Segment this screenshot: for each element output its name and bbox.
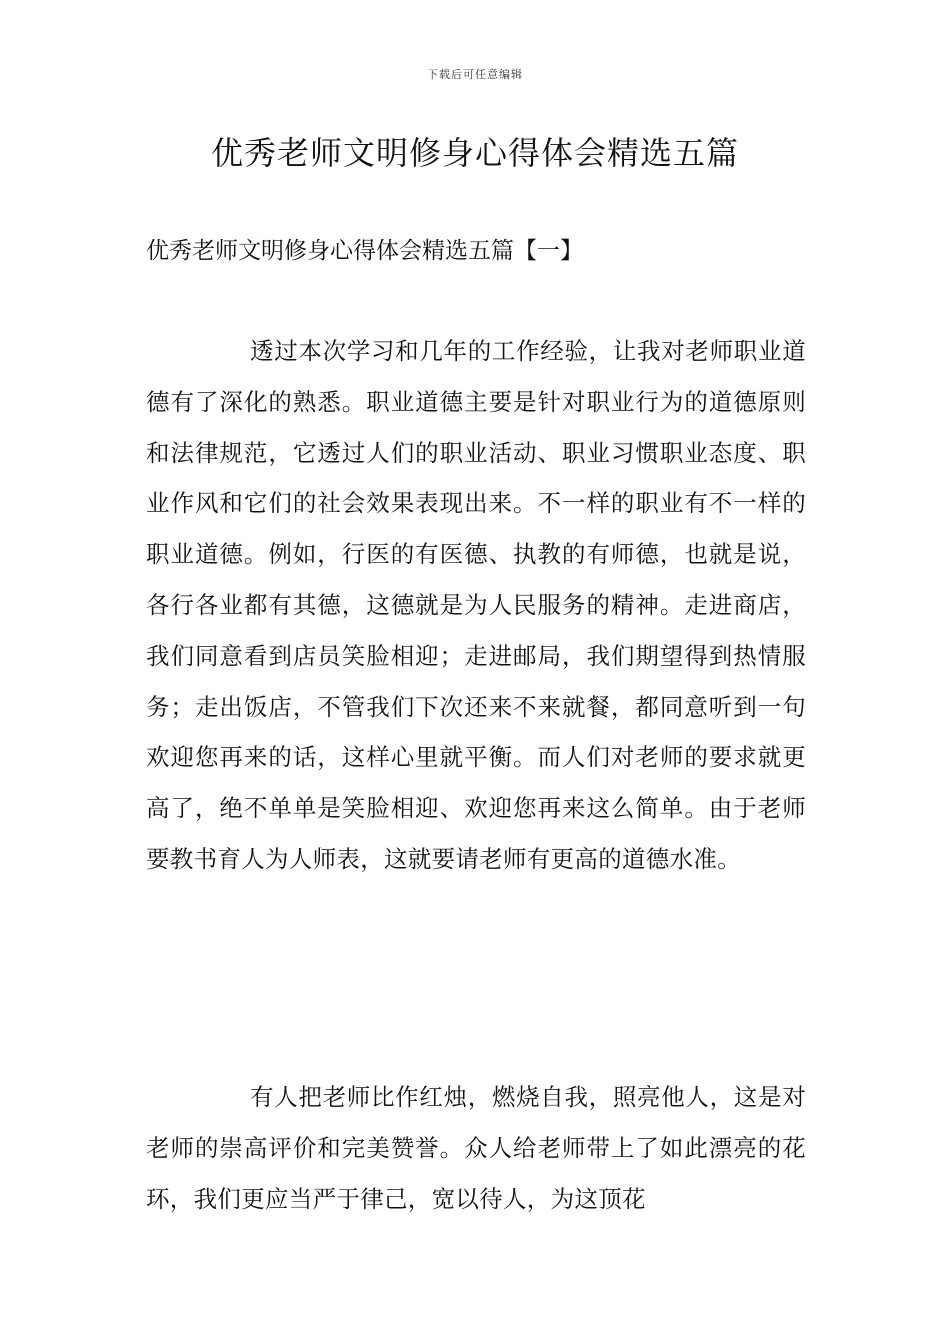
body-paragraph-2: 有人把老师比作红烛，燃烧自我，照亮他人，这是对老师的崇高评价和完美赞誉。众人给老师带上了如此漂亮的花环，我们更应当严于律己，宽以待人，为这顶花 (146, 1083, 806, 1213)
header-note: 下载后可任意编辑 (427, 68, 523, 81)
document-title: 优秀老师文明修身心得体会精选五篇 (210, 134, 739, 172)
section-heading: 优秀老师文明修身心得体会精选五篇【一】 (146, 238, 583, 264)
body-paragraph-1: 透过本次学习和几年的工作经验，让我对老师职业道德有了深化的熟悉。职业道德主要是针对职业行为的道德原则和法律规范，它透过人们的职业活动、职业习惯职业态度、职业作风和它们的社会效果表现出来。不一样的职业有不一样的职业道德。例如，行医的有医德、执教的有师德，也就是说，各行各业都有其德，这德就是为人民服务的精神。走进商店，我们同意看到店员笑脸相迎；走进邮局，我们期望得到热情服务；走出饭店，不管我们下次还来不来就餐，都同意听到一句欢迎您再来的话，这样心里就平衡。而人们对老师的要求就更高了，绝不单单是笑脸相迎、欢迎您再来这么简单。由于老师要教书育人为人师表，这就要请老师有更高的道德水准。 (146, 337, 806, 873)
